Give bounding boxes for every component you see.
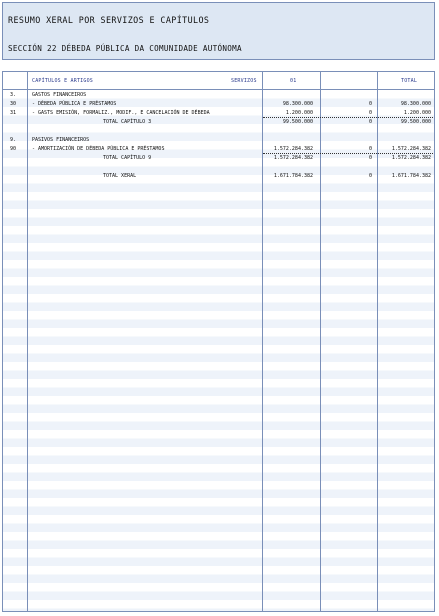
row-value-01: 1.200.000 [285,110,313,116]
table-row [3,154,434,163]
row-value-empty-col: 0 [368,119,372,125]
column-header-01: 01 [290,78,297,84]
row-value-empty-col: 0 [368,155,372,161]
row-value-01: 1.671.784.382 [273,173,313,179]
row-code: 9. [10,137,17,143]
row-value-total: 1.572.284.382 [391,155,431,161]
row-description: - AMORTIZACIÓN DE DÉBEDA PÚBLICA E PRÉSTAMOS [32,146,165,152]
row-value-total: 1.200.000 [403,110,431,116]
table-row [3,100,434,109]
row-value-empty-col: 0 [368,101,372,107]
row-code: 90 [10,146,17,152]
table-row [3,172,434,181]
row-code: 3. [10,92,17,98]
row-value-01: 1.572.284.382 [273,146,313,152]
column-header-servizos: SERVIZOS [231,78,257,84]
report-title: RESUMO XERAL POR SERVIZOS E CAPÍTULOS [8,15,210,25]
row-value-total: 99.500.000 [400,119,431,125]
row-code: 30 [10,101,17,107]
table-row [3,145,434,154]
row-value-01: 98.300.000 [282,101,313,107]
row-value-empty-col: 0 [368,146,372,152]
row-description: - DÉBEDA PÚBLICA E PRÉSTAMOS [32,101,117,107]
column-header-capitulos: CAPÍTULOS E ARTIGOS [32,78,93,84]
row-value-total: 98.300.000 [400,101,431,107]
section-title: SECCIÓN 22 DÉBEDA PÚBLICA DA COMUNIDADE AUTÓNOMA [8,44,242,53]
row-description: TOTAL CAPÍTULO 9 [103,155,152,161]
row-value-total: 1.572.284.382 [391,146,431,152]
table-row [3,136,434,145]
table-row [3,109,434,118]
table-row [3,118,434,127]
row-value-01: 99.500.000 [282,119,313,125]
row-description: TOTAL XERAL [103,173,137,179]
summary-table [2,71,435,612]
table-spacer-row [3,163,434,172]
row-value-total: 1.671.784.382 [391,173,431,179]
row-value-01: 1.572.284.382 [273,155,313,161]
row-value-empty-col: 0 [368,110,372,116]
row-description: GASTOS FINANCEIROS [32,92,87,98]
table-header-row [3,72,434,90]
row-description: TOTAL CAPÍTULO 3 [103,119,152,125]
row-description: PASIVOS FINANCEIROS [32,137,90,143]
table-body [3,91,434,181]
row-description: - GASTS EMISIÓN, FORMALIZ., MODIF., E CANCELACIÓN DE DÉBEDA [32,110,210,116]
row-value-empty-col: 0 [368,173,372,179]
table-row [3,91,434,100]
table-spacer-row [3,127,434,136]
row-code: 31 [10,110,17,116]
column-header-total: TOTAL [401,78,418,84]
report-header [2,2,435,60]
